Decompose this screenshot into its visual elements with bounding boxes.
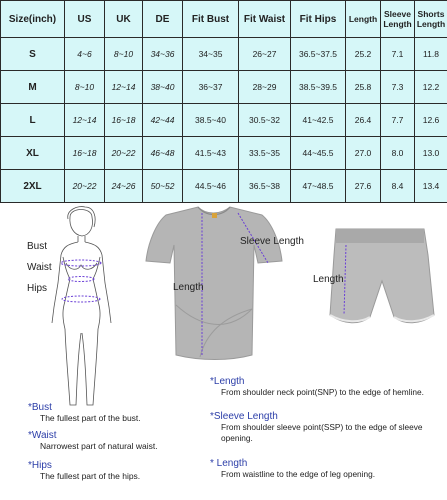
tshirt-illustration (140, 205, 310, 365)
table-cell: 30.5~32 (239, 104, 291, 137)
definition-hips (28, 460, 140, 482)
table-cell: 8~10 (65, 71, 105, 104)
table-cell: 4~6 (65, 38, 105, 71)
definition-term: *Hips (28, 460, 52, 471)
table-row (1, 170, 447, 203)
table-cell: 33.5~35 (239, 137, 291, 170)
size-chart-table (0, 0, 447, 203)
length-top-label: Length (173, 282, 204, 293)
table-cell: 38.5~39.5 (291, 71, 346, 104)
definition-term: *Waist (28, 430, 57, 441)
table-cell: 26.4 (346, 104, 381, 137)
table-cell: 27.0 (346, 137, 381, 170)
definition-waist (28, 430, 158, 452)
table-cell: 11.8 (415, 38, 447, 71)
table-cell: 20~22 (65, 170, 105, 203)
table-cell: 7.1 (381, 38, 415, 71)
definition-length (210, 376, 442, 398)
header-uk: UK (105, 1, 143, 38)
table-cell: 8~10 (105, 38, 143, 71)
table-row (1, 38, 447, 71)
table-cell: 34~36 (143, 38, 183, 71)
definition-term: * Length (210, 458, 248, 469)
definition-text: From shoulder neck point(SNP) to the edge of hemline. (221, 387, 424, 397)
table-cell: 44.5~46 (183, 170, 239, 203)
header-de: DE (143, 1, 183, 38)
definition-text: The fullest part of the bust. (40, 413, 141, 423)
body-figure-illustration (30, 205, 130, 415)
table-cell: 24~26 (105, 170, 143, 203)
table-cell: 42~44 (143, 104, 183, 137)
definition-shorts-length (210, 458, 442, 480)
header-shorts-length: Shorts Length (415, 1, 447, 38)
table-cell: 7.7 (381, 104, 415, 137)
hips-label: Hips (27, 283, 48, 294)
table-cell: 38~40 (143, 71, 183, 104)
table-cell: 8.0 (381, 137, 415, 170)
table-cell: 36.5~38 (239, 170, 291, 203)
sleeve-length-label: Sleeve Length (240, 236, 304, 247)
table-cell: 46~48 (143, 137, 183, 170)
table-cell: 36.5~37.5 (291, 38, 346, 71)
header-size: Size(inch) (1, 1, 65, 38)
table-cell: M (1, 71, 65, 104)
definition-text: The fullest part of the hips. (40, 471, 141, 481)
table-cell: S (1, 38, 65, 71)
table-row (1, 137, 447, 170)
definition-term: *Bust (28, 402, 52, 413)
header-sleeve-length: Sleeve Length (381, 1, 415, 38)
table-cell: 16~18 (65, 137, 105, 170)
definition-term: *Sleeve Length (210, 411, 278, 422)
definition-sleeve-length (210, 411, 442, 444)
table-cell: 13.4 (415, 170, 447, 203)
table-cell: 28~29 (239, 71, 291, 104)
definition-bust (28, 402, 141, 424)
definition-text: Narrowest part of natural waist. (40, 441, 158, 451)
table-cell: L (1, 104, 65, 137)
header-length: Length (346, 1, 381, 38)
table-cell: 12.2 (415, 71, 447, 104)
header-fit-bust: Fit Bust (183, 1, 239, 38)
table-cell: 7.3 (381, 71, 415, 104)
table-cell: 41~42.5 (291, 104, 346, 137)
table-cell: XL (1, 137, 65, 170)
header-fit-waist: Fit Waist (239, 1, 291, 38)
definition-text: From shoulder sleeve point(SSP) to the edge of sleeve opening. (221, 422, 423, 443)
table-cell: 27.6 (346, 170, 381, 203)
table-cell: 8.4 (381, 170, 415, 203)
table-header-row (1, 1, 447, 38)
table-cell: 38.5~40 (183, 104, 239, 137)
length-shorts-label: Length (313, 274, 344, 285)
table-cell: 25.2 (346, 38, 381, 71)
table-cell: 44~45.5 (291, 137, 346, 170)
table-cell: 25.8 (346, 71, 381, 104)
table-cell: 50~52 (143, 170, 183, 203)
table-cell: 47~48.5 (291, 170, 346, 203)
table-cell: 12~14 (65, 104, 105, 137)
header-fit-hips: Fit Hips (291, 1, 346, 38)
waist-label: Waist (27, 262, 52, 273)
table-cell: 36~37 (183, 71, 239, 104)
table-cell: 16~18 (105, 104, 143, 137)
table-cell: 12.6 (415, 104, 447, 137)
table-cell: 41.5~43 (183, 137, 239, 170)
table-cell: 13.0 (415, 137, 447, 170)
table-cell: 20~22 (105, 137, 143, 170)
bust-label: Bust (27, 241, 48, 252)
table-row (1, 104, 447, 137)
definition-text: From waistline to the edge of leg opening. (221, 469, 376, 479)
table-cell: 2XL (1, 170, 65, 203)
table-cell: 26~27 (239, 38, 291, 71)
definition-term: *Length (210, 376, 245, 387)
table-cell: 12~14 (105, 71, 143, 104)
header-us: US (65, 1, 105, 38)
table-row (1, 71, 447, 104)
table-cell: 34~35 (183, 38, 239, 71)
